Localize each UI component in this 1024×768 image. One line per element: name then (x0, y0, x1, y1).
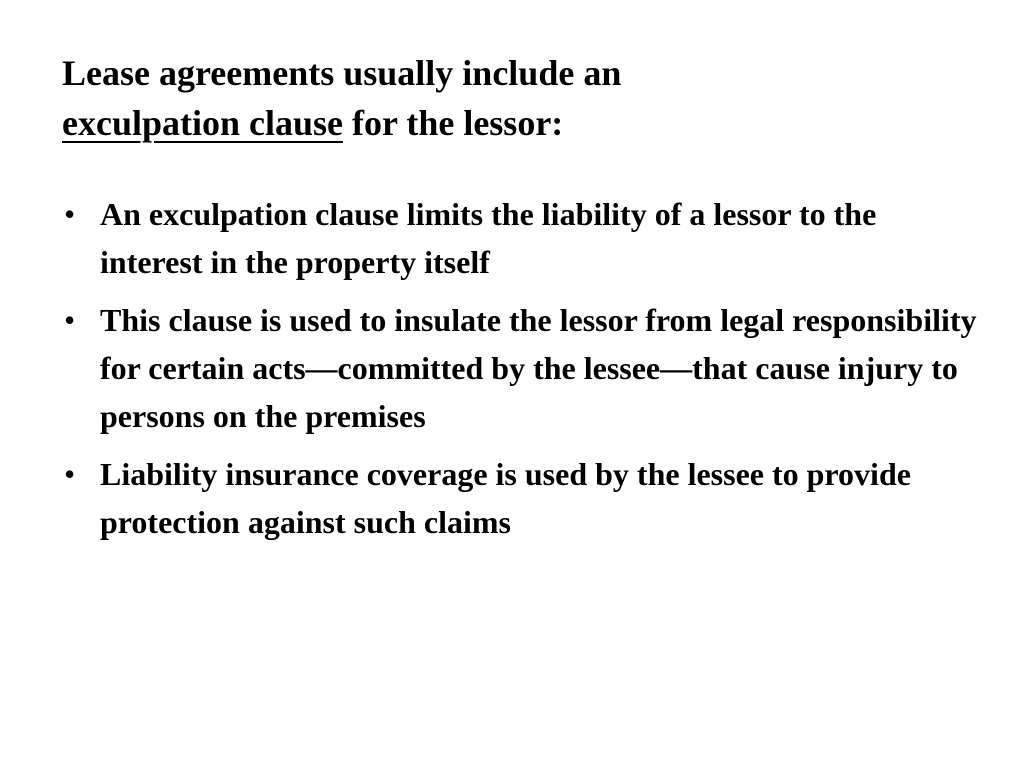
title-line-1: Lease agreements usually include an (62, 53, 622, 93)
bullet-icon: • (64, 196, 76, 232)
bullet-text: Liability insurance coverage is used by the lessee to provide protection against such claims (100, 456, 911, 540)
bullet-item (60, 190, 980, 286)
bullet-item (60, 450, 980, 546)
bullet-icon: • (64, 302, 76, 338)
slide-title (62, 48, 962, 148)
bullet-icon: • (64, 456, 76, 492)
title-underlined-term: exculpation clause (62, 103, 344, 143)
title-line-2-rest: for the lessor: (343, 103, 564, 143)
bullet-list (60, 190, 980, 556)
bullet-item (60, 296, 980, 440)
bullet-text: This clause is used to insulate the lessor from legal responsibility for certain acts—committed by the lessee—that cause injury to persons on the premises (100, 302, 977, 434)
bullet-text: An exculpation clause limits the liability of a lessor to the interest in the property itself (100, 196, 877, 280)
